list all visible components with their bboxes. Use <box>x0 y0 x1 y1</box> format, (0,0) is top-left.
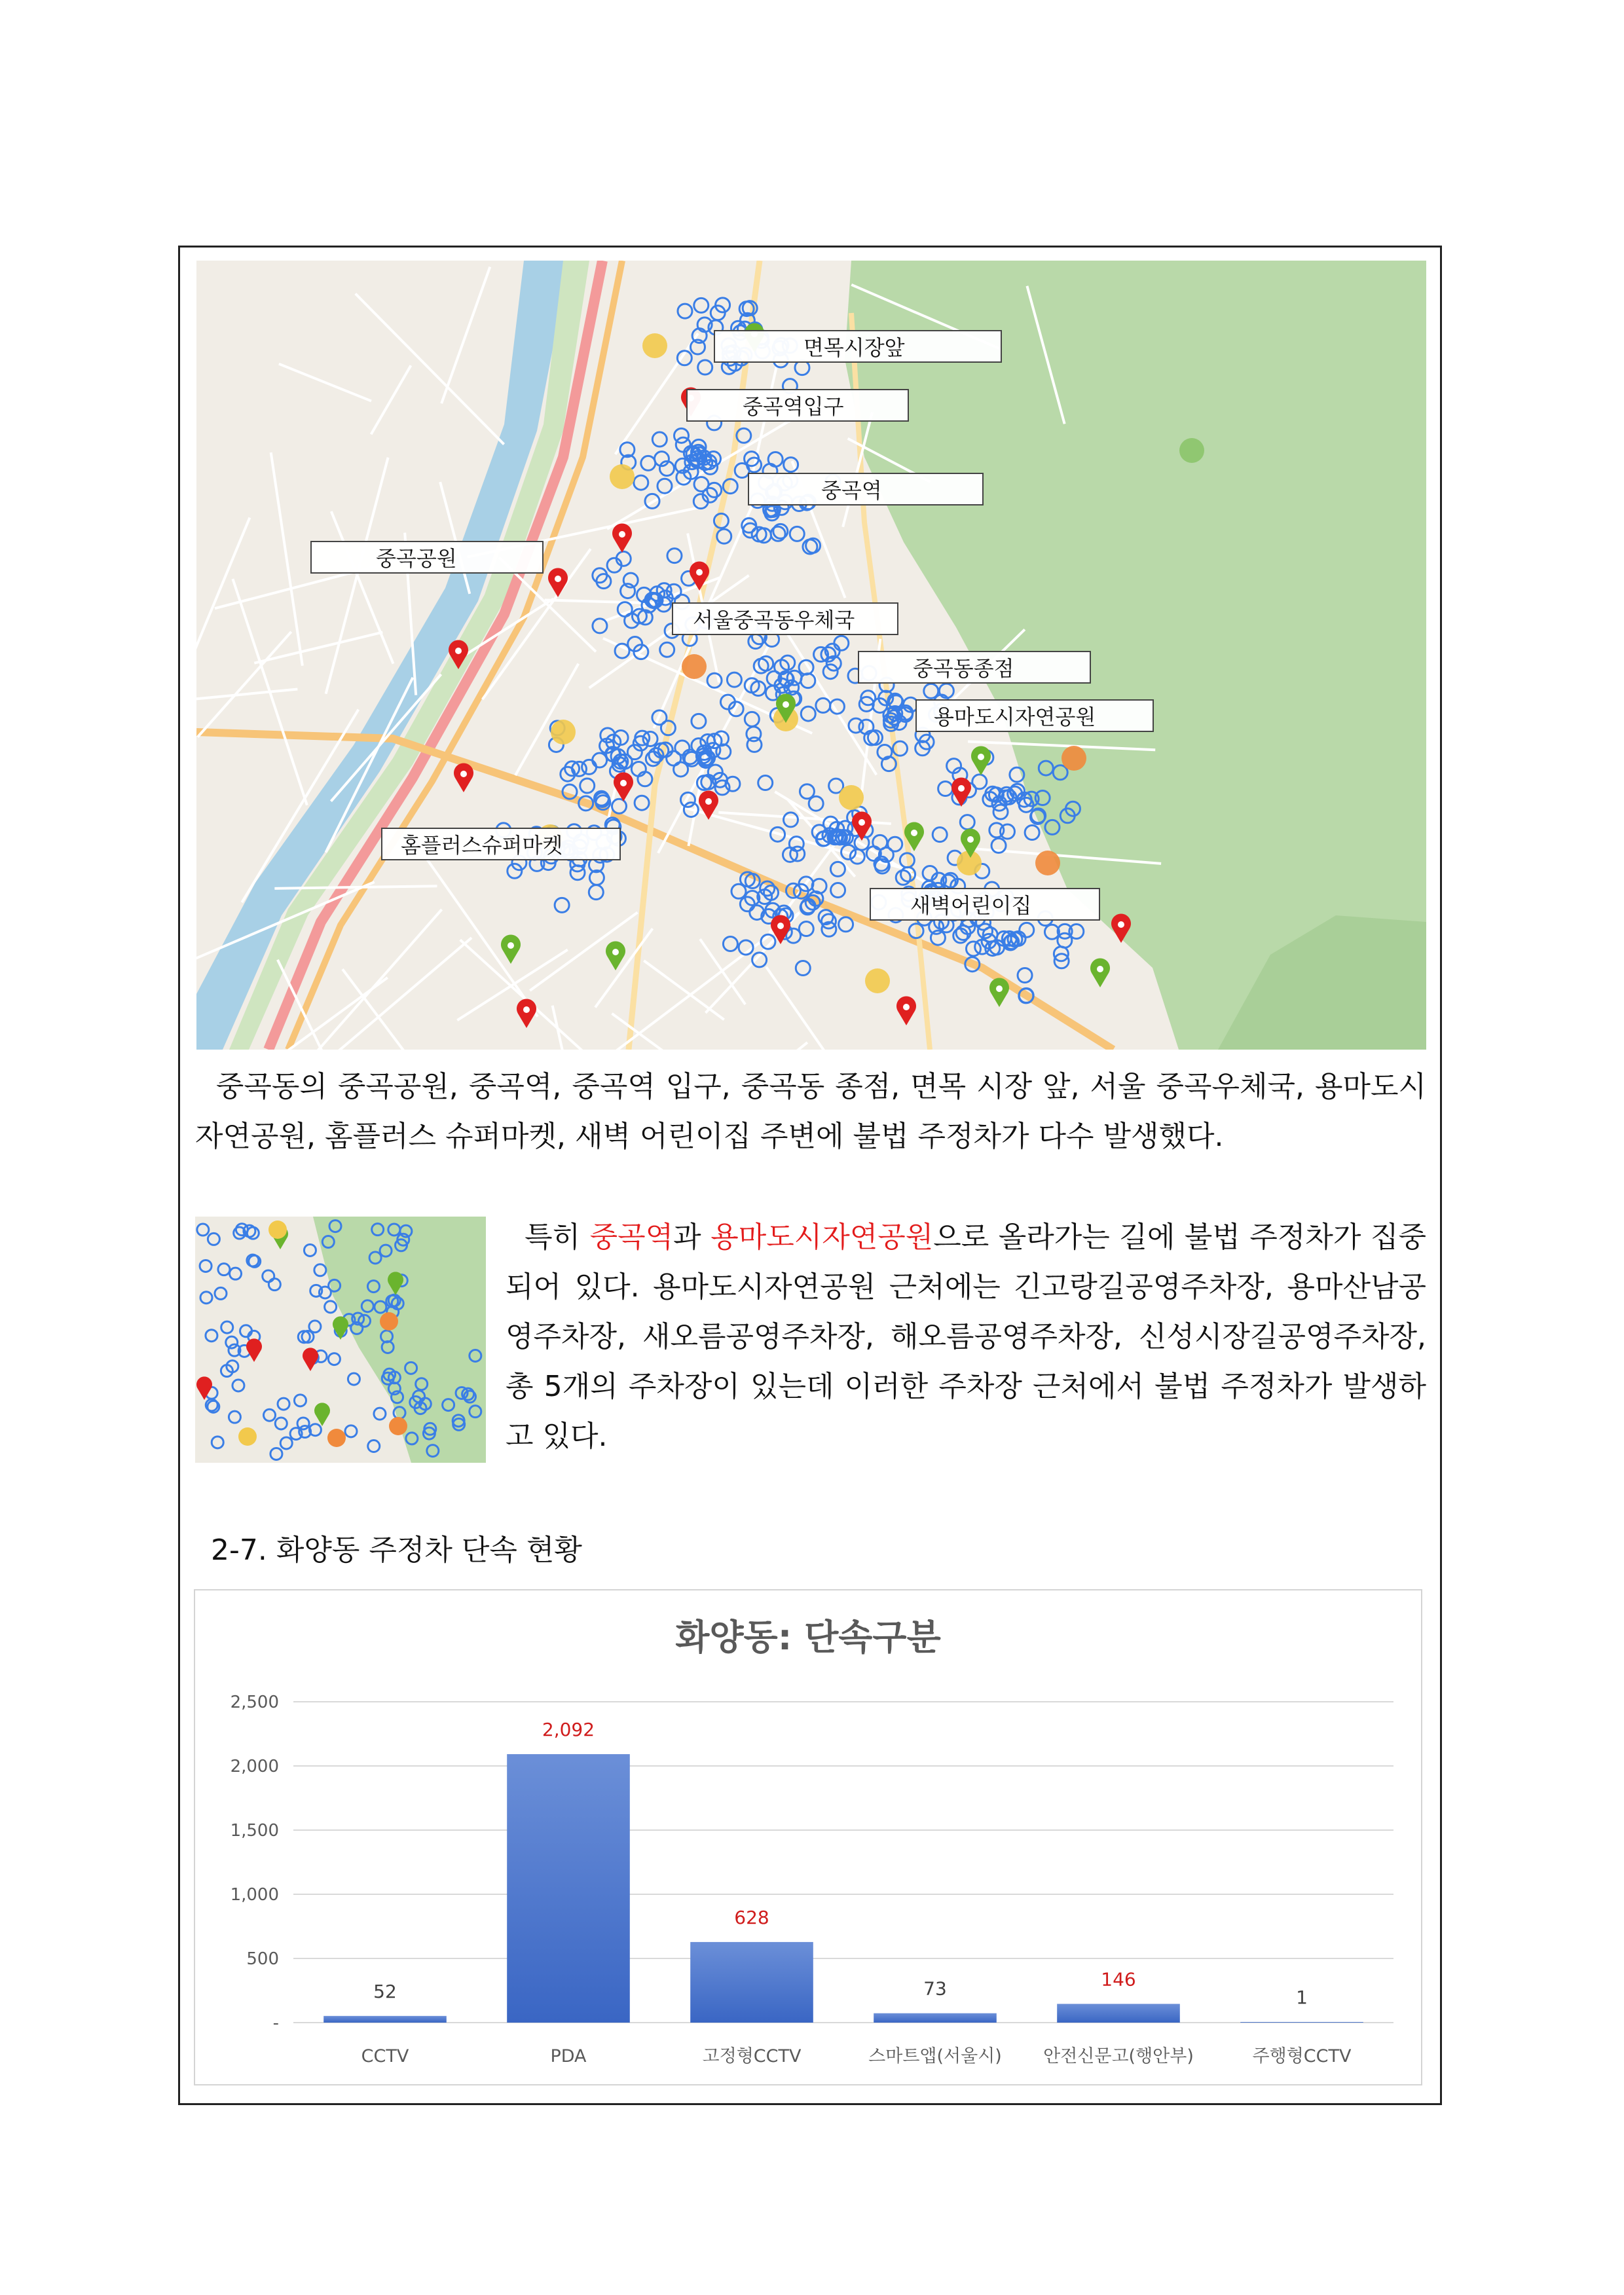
map-label-text: 중곡공원 <box>376 546 457 571</box>
enforcement-chart <box>194 1589 1422 2085</box>
map-label-yongma-park <box>915 699 1154 732</box>
map-pin-dot <box>612 949 619 955</box>
chart-y-tick-labels <box>231 1693 279 2033</box>
map-label-junggok-station <box>748 473 984 505</box>
map-pin-dot <box>858 819 865 826</box>
inset-map-canvas <box>195 1217 486 1463</box>
map-pin-dot <box>523 1006 530 1013</box>
bar-0 <box>323 2016 447 2023</box>
detail-text-prefix: 특히 <box>525 1221 590 1254</box>
y-tick-label: - <box>272 2013 279 2033</box>
bar-1 <box>507 1754 630 2023</box>
map-label-text: 면목시장앞 <box>803 335 905 360</box>
map-label-saebyeok-daycare <box>870 888 1100 921</box>
map-pin-dot <box>507 942 514 949</box>
data-label-1: 2,092 <box>542 1718 595 1740</box>
map-pin-dot <box>967 836 974 843</box>
x-tick-label-3: 스마트앱(서울시) <box>868 2046 1002 2066</box>
cluster-badge <box>682 654 707 679</box>
map-label-text: 용마도시자연공원 <box>934 705 1096 729</box>
inset-cluster <box>268 1221 287 1239</box>
chart-gridlines <box>293 1702 1393 2023</box>
bar-5 <box>1240 2022 1363 2023</box>
data-label-0: 52 <box>373 1980 397 2002</box>
map-pin-dot <box>978 754 984 760</box>
bar-2 <box>690 1942 813 2023</box>
cluster-badge <box>839 785 864 810</box>
cluster-badge <box>551 720 576 744</box>
map-pin-dot <box>460 771 467 777</box>
map-pin-dot <box>455 648 462 654</box>
data-label-2: 628 <box>734 1906 769 1928</box>
parking-map[interactable] <box>196 261 1426 1050</box>
y-tick-label: 1,000 <box>230 1885 279 1905</box>
inset-cluster <box>389 1417 407 1435</box>
map-canvas <box>196 261 1426 1050</box>
inset-cluster <box>380 1312 398 1331</box>
map-label-junggok-park <box>310 541 544 574</box>
map-label-myeonmok-market <box>714 330 1002 363</box>
inset-map[interactable] <box>195 1217 486 1463</box>
map-pin-dot <box>1118 921 1124 928</box>
detail-text-suffix: 으로 올라가는 길에 불법 주정차가 집중되어 있다. 용마도시자연공원 근처에는 긴고랑길공영주차장, 용마산남공영주차장, 새오름공영주차장, 해오름공영주차장, 신성시장길공영주차장, 총 5개의 주차장이 있는데 이러한 주차장 근처에서 불법 주정차가 발생하고 있다. <box>506 1221 1426 1453</box>
inset-cluster <box>327 1429 346 1447</box>
detail-paragraph <box>506 1213 1426 1461</box>
map-pin-dot <box>619 531 625 538</box>
chart-canvas <box>195 1590 1421 2084</box>
map-label-post-office <box>672 602 898 635</box>
cluster-badge <box>1035 851 1060 875</box>
map-pin-dot <box>996 985 1003 992</box>
map-pin-dot <box>620 780 627 786</box>
x-tick-label-4: 안전신문고(행안부) <box>1043 2046 1194 2066</box>
map-pin-dot <box>903 1004 910 1010</box>
map-label-text: 새벽어린이집 <box>910 893 1032 918</box>
detail-text-mid: 과 <box>673 1221 711 1254</box>
cluster-badge <box>1179 438 1204 463</box>
data-label-4: 146 <box>1101 1968 1136 1991</box>
map-label-text: 중곡동종점 <box>913 656 1014 681</box>
y-tick-label: 1,500 <box>230 1821 279 1841</box>
map-pin-dot <box>705 798 712 805</box>
map-label-text: 서울중곡동우체국 <box>693 608 855 633</box>
map-label-junggok-branch <box>858 651 1091 684</box>
map-label-text: 중곡역 <box>821 478 882 503</box>
x-tick-label-0: CCTV <box>361 2046 409 2066</box>
x-tick-label-5: 주행형CCTV <box>1252 2046 1352 2066</box>
map-pin-dot <box>958 785 965 792</box>
x-tick-label-1: PDA <box>550 2046 587 2066</box>
y-tick-label: 500 <box>246 1949 279 1969</box>
map-pin-dot <box>783 701 789 708</box>
map-pin-dot <box>777 923 784 929</box>
x-tick-label-2: 고정형CCTV <box>702 2046 802 2066</box>
cluster-badge <box>642 333 667 358</box>
bar-4 <box>1057 2004 1180 2023</box>
map-pin-dot <box>696 569 703 576</box>
cluster-badge <box>1061 746 1086 771</box>
summary-text: 중곡동의 중곡공원, 중곡역, 중곡역 입구, 중곡동 종점, 면목 시장 앞, 서울 중곡우체국, 용마도시자연공원, 홈플러스 슈퍼마켓, 새벽 어린이집 주변에 불법 주정차가 다수 발생했다. <box>195 1070 1426 1153</box>
summary-paragraph <box>195 1062 1426 1162</box>
map-label-homeplus <box>381 828 621 860</box>
bar-3 <box>874 2013 997 2023</box>
map-pin-dot <box>555 576 561 582</box>
highlight-yongma-park: 용마도시자연공원 <box>710 1221 934 1254</box>
y-tick-label: 2,000 <box>230 1757 279 1776</box>
data-label-3: 73 <box>923 1977 947 2000</box>
section-heading: 2-7. 화양동 주정차 단속 현황 <box>211 1533 582 1567</box>
y-tick-label: 2,500 <box>230 1693 279 1712</box>
data-label-5: 1 <box>1296 1987 1308 2008</box>
map-pin-dot <box>911 830 917 836</box>
cluster-badge <box>610 464 635 489</box>
chart-x-tick-labels <box>361 2046 1352 2066</box>
map-label-text: 중곡역입구 <box>743 394 844 419</box>
cluster-badge <box>865 968 890 993</box>
map-label-junggok-station-entrance <box>686 389 909 422</box>
map-pin-dot <box>1097 966 1103 972</box>
highlight-junggok-station: 중곡역 <box>589 1221 674 1254</box>
chart-title: 화양동: 단속구분 <box>675 1617 941 1658</box>
inset-cluster <box>238 1427 257 1446</box>
map-label-text: 홈플러스슈퍼마켓 <box>401 833 563 858</box>
chart-bars <box>323 1754 1363 2023</box>
